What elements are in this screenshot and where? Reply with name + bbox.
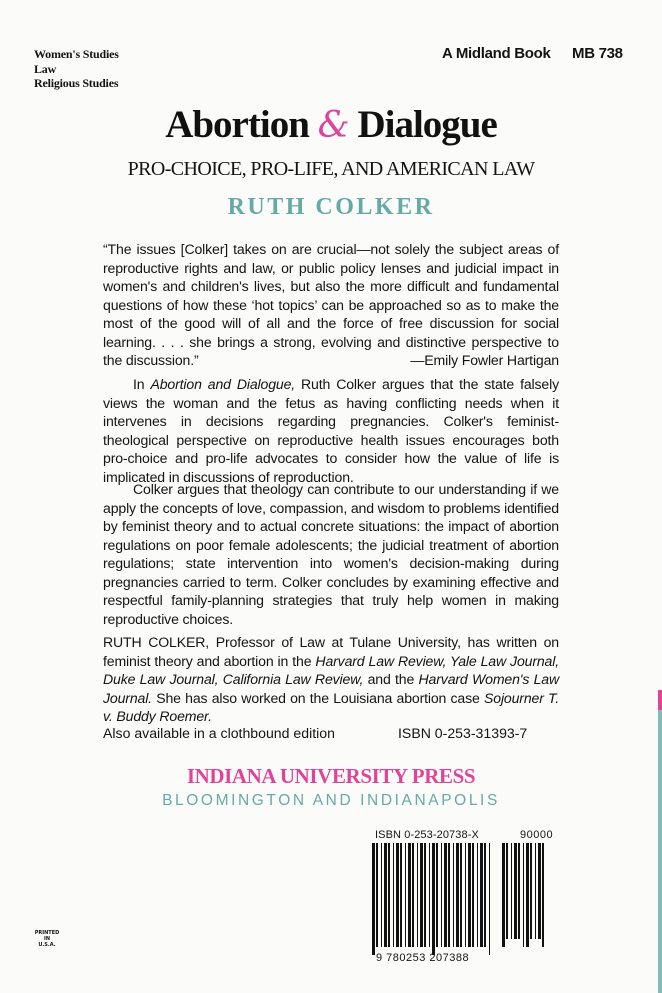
clothbound-note: Also available in a clothbound edition [103, 725, 335, 741]
bio-text-3: She has also worked on the Louisiana abortion case [151, 689, 484, 706]
barcode-isbn-label: ISBN 0-253-20738-X [375, 829, 479, 841]
description-paragraph-2: Colker argues that theology can contribute to our understanding if we apply the concepts of love, compassion, and wisdom to problems identified by feminist theory and to actual concrete situations: the impact of abortion regulations on poor female adolescents; the judicial treatment of abortion regulations; state intervention into women's decision-making during pregnancies carried to term. Colker concludes by examining effective and respectful family-planning strategies that truly help women in making reproductive choices. [103, 481, 559, 627]
isbn-clothbound: ISBN 0-253-31393-7 [398, 725, 528, 741]
bio-journals-1: Harvard Law Review, Yale Law Journal, Duke Law Journal, California Law Review, [103, 652, 559, 687]
bio-case-name: Sojourner T. v. Buddy Roemer. [103, 689, 559, 724]
printed-in-usa-stamp [28, 930, 66, 948]
title-part1: Abortion [165, 103, 309, 146]
stamp-line-2: IN [43, 936, 51, 942]
publisher-location: BLOOMINGTON AND INDIANAPOLIS [162, 792, 500, 809]
author-name: RUTH COLKER [227, 194, 435, 220]
barcode-digits: 9 780253 207388 [376, 952, 470, 964]
bio-text-1: RUTH COLKER, Professor of Law at Tulane University, has written on feminist theory and abortion in the [103, 634, 559, 669]
description-paragraph-1 [103, 375, 559, 486]
bio-text-2: and the [363, 671, 419, 687]
stamp-line-1: PRINTED [34, 930, 60, 936]
title-ampersand: & [317, 105, 349, 146]
publisher-name: INDIANA UNIVERSITY PRESS [186, 764, 476, 788]
p1-rest: Ruth Colker argues that the state falsely views the woman and the fetus as having conflicting needs when it intervenes in decisions regarding pregnancies. Colker's feminist-theological perspective on reproductive health issues encourages both pro-choice and pro-life advocates to consider how the value of life is implicated in discussions of reproduction. [103, 376, 559, 485]
price-barcode [502, 843, 548, 955]
bio-journals-2: Harvard Women's Law Journal. [103, 671, 559, 706]
series-label: A Midland Book [442, 45, 551, 62]
series-code: MB 738 [572, 45, 623, 62]
cover-edge-accent [658, 690, 662, 710]
endorsement-quote [103, 240, 559, 370]
subject-categories [34, 47, 119, 91]
category-law: Law [34, 61, 57, 76]
author-bio [103, 633, 559, 726]
book-title [0, 102, 662, 147]
title-part2: Dialogue [357, 103, 497, 146]
ean-barcode [372, 843, 494, 955]
book-subtitle: PRO-CHOICE, PRO-LIFE, AND AMERICAN LAW [127, 158, 535, 180]
stamp-line-3: U.S.A. [38, 942, 56, 948]
category-religious-studies: Religious Studies [34, 76, 119, 90]
p1-book-title: Abortion and Dialogue, [150, 376, 296, 392]
p1-lead: In [133, 376, 151, 392]
quote-text: “The issues [Colker] takes on are crucial—not solely the subject areas of reproductive rights and law, or public policy lenses and judicial impact in women's and children's lives, but also the more difficult and fundamental questions of how these ‘hot topics’ can be approached so as to make the most of the good will of all and the force of free discussion for social learning. . . . she brings a strong, evolving and distinctive perspective to the discussion.” [103, 241, 559, 368]
barcode-price-code: 90000 [520, 829, 554, 841]
cover-edge-strip [658, 690, 662, 993]
quote-attribution: —Emily Fowler Hartigan [410, 352, 559, 368]
category-womens-studies: Women's Studies [34, 47, 119, 61]
